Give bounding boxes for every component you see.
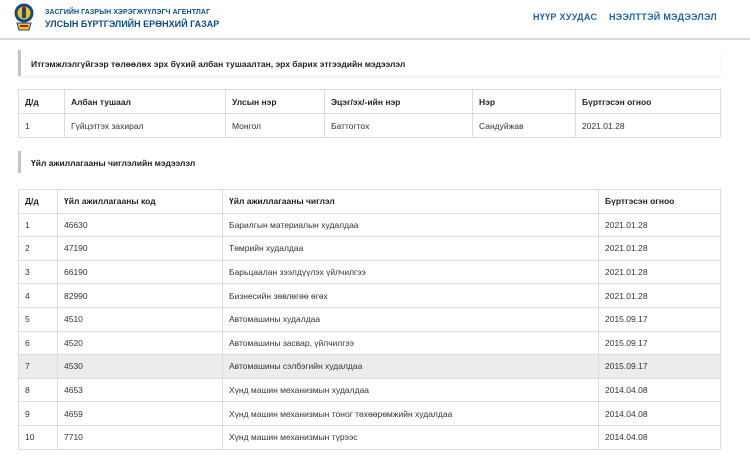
cell-activity-code: 46630	[58, 213, 223, 237]
table-row	[19, 114, 721, 138]
cell-index: 4	[19, 284, 58, 308]
cell-registered-date: 2014.04.08	[599, 425, 721, 449]
cell-index: 3	[19, 260, 58, 284]
cell-registered-date: 2014.04.08	[599, 402, 721, 426]
cell-activity: Бизнесийн зөвлөгөө өгөх	[223, 284, 599, 308]
cell-index: 2	[19, 237, 58, 261]
col-header-activity: Үйл ажиллагааны чиглэл	[223, 190, 599, 214]
agency-subtitle: ЗАСГИЙН ГАЗРЫН ХЭРЭГЖҮҮЛЭГЧ АГЕНТЛАГ	[45, 9, 211, 16]
cell-registered-date: 2021.01.28	[599, 213, 721, 237]
cell-parent-name: Баттогтох	[325, 114, 473, 138]
table-row[interactable]	[19, 260, 721, 284]
table-row[interactable]	[19, 402, 721, 426]
cell-activity-code: 4659	[58, 402, 223, 426]
cell-activity: Хүнд машин механизмын түрээс	[223, 425, 599, 449]
cell-activity-code: 4530	[58, 355, 223, 379]
cell-registered-date: 2021.01.28	[576, 114, 721, 138]
cell-registered-date: 2021.01.28	[599, 237, 721, 261]
col-header-country: Улсын нэр	[226, 90, 325, 114]
cell-activity: Хүнд машин механизмын худалдаа	[223, 378, 599, 402]
cell-activity: Хүнд машин механизмын тоног төхөөрөмжийн худалдаа	[223, 402, 599, 426]
cell-index: 1	[19, 213, 58, 237]
cell-registered-date: 2014.04.08	[599, 378, 721, 402]
beneficiary-table	[18, 89, 721, 138]
cell-activity: Автомашины сэлбэгийн худалдаа	[223, 355, 599, 379]
cell-country: Монгол	[226, 114, 325, 138]
table-row[interactable]	[19, 331, 721, 355]
col-header-index: Д/д	[19, 90, 65, 114]
cell-activity: Барьцаалан зээлдүүлэх үйлчилгээ	[223, 260, 599, 284]
cell-activity-code: 4510	[58, 307, 223, 331]
site-header	[0, 0, 750, 38]
cell-position: Гүйцэтгэх захирал	[65, 114, 226, 138]
header-divider	[0, 38, 750, 40]
cell-activity-code: 66190	[58, 260, 223, 284]
cell-registered-date: 2015.09.17	[599, 355, 721, 379]
cell-name: Сандуйжав	[473, 114, 576, 138]
table-header-row	[19, 90, 721, 114]
col-header-parent-name: Эцэг/эх/-ийн нэр	[325, 90, 473, 114]
cell-activity-code: 4653	[58, 378, 223, 402]
col-header-position: Албан тушаал	[65, 90, 226, 114]
nav-open-info-link[interactable]: НЭЭЛТТЭЙ МЭДЭЭЛЭЛ	[609, 12, 717, 22]
cell-activity: Төмрийн худалдаа	[223, 237, 599, 261]
soyombo-emblem-icon[interactable]	[13, 2, 35, 32]
table-row[interactable]	[19, 213, 721, 237]
agency-title[interactable]: УЛСЫН БҮРТГЭЛИЙН ЕРӨНХИЙ ГАЗАР	[45, 19, 220, 29]
activities-section-title: Үйл ажиллагааны чиглэлийн мэдээлэл	[18, 151, 720, 173]
cell-index: 6	[19, 331, 58, 355]
beneficiary-section-title: Итгэмжлэлгүйгээр төлөөлөх эрх бүхий албан тушаалтан, эрх барих этгээдийн мэдээлэл	[18, 50, 720, 76]
cell-registered-date: 2015.09.17	[599, 307, 721, 331]
cell-activity: Автомашины худалдаа	[223, 307, 599, 331]
table-row[interactable]	[19, 237, 721, 261]
col-header-activity-code: Үйл ажиллагааны код	[58, 190, 223, 214]
cell-index: 8	[19, 378, 58, 402]
table-row[interactable]	[19, 284, 721, 308]
cell-registered-date: 2021.01.28	[599, 284, 721, 308]
col-header-index: Д/д	[19, 190, 58, 214]
activities-table	[18, 189, 721, 450]
cell-activity-code: 4520	[58, 331, 223, 355]
cell-activity-code: 7710	[58, 425, 223, 449]
cell-activity-code: 47190	[58, 237, 223, 261]
cell-activity: Автомашины засвар, үйлчилгээ	[223, 331, 599, 355]
cell-activity: Барилгын материалын худалдаа	[223, 213, 599, 237]
cell-index: 10	[19, 425, 58, 449]
cell-activity-code: 82990	[58, 284, 223, 308]
table-row[interactable]	[19, 355, 721, 379]
table-row[interactable]	[19, 425, 721, 449]
cell-index: 7	[19, 355, 58, 379]
nav-home-link[interactable]: НҮҮР ХУУДАС	[533, 12, 598, 22]
col-header-name: Нэр	[473, 90, 576, 114]
cell-index: 1	[19, 114, 65, 138]
cell-registered-date: 2021.01.28	[599, 260, 721, 284]
table-header-row	[19, 190, 721, 214]
table-row[interactable]	[19, 378, 721, 402]
col-header-registered-date: Бүртгэсэн огноо	[576, 90, 721, 114]
cell-index: 9	[19, 402, 58, 426]
cell-index: 5	[19, 307, 58, 331]
table-row[interactable]	[19, 307, 721, 331]
cell-registered-date: 2015.09.17	[599, 331, 721, 355]
col-header-registered-date: Бүртгэсэн огноо	[599, 190, 721, 214]
